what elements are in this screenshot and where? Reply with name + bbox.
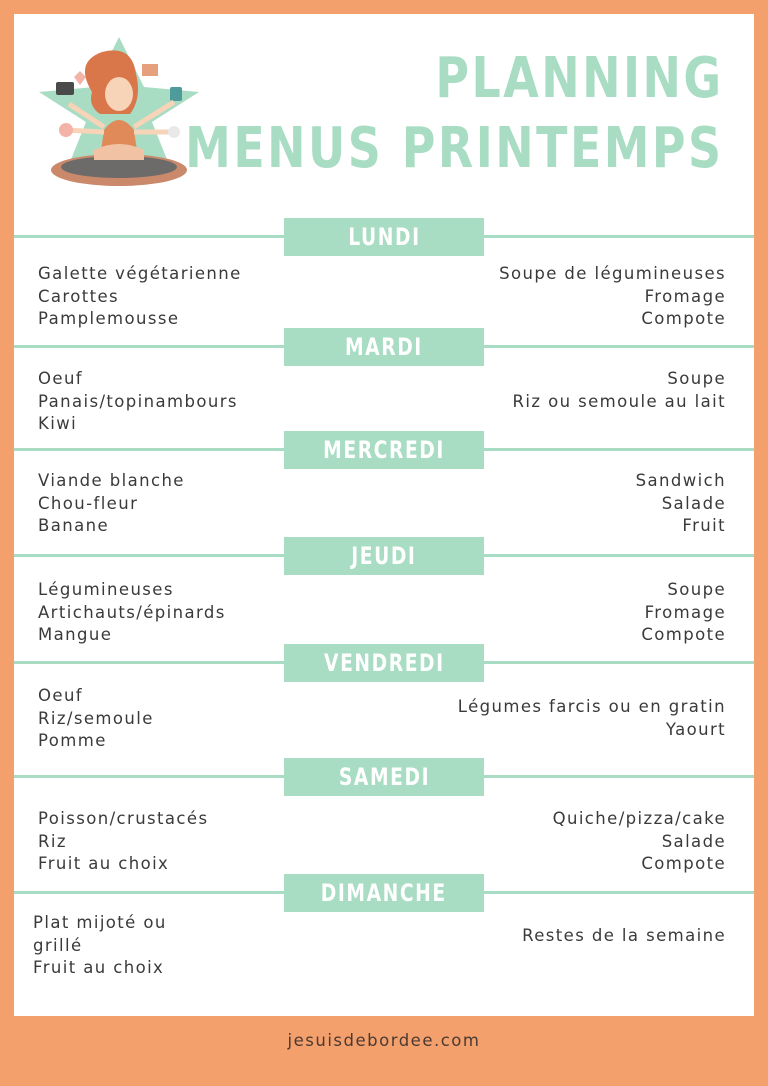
menu-item: Carottes (38, 286, 120, 306)
dimanche-left-menu (33, 912, 167, 980)
menu-item: grillé (33, 935, 83, 955)
samedi-left-menu (38, 808, 208, 876)
day-label-vendredi: VENDREDI (284, 644, 484, 682)
day-label-samedi: SAMEDI (284, 758, 484, 796)
title-line-2: MENUS PRINTEMPS (185, 116, 724, 181)
menu-item: Soupe (667, 369, 726, 388)
menu-item: Restes de la semaine (522, 926, 726, 945)
menu-item: Pomme (38, 731, 107, 750)
lundi-left-menu (38, 263, 242, 331)
menu-item: Galette végétarienne (38, 264, 242, 283)
menu-item: Plat mijoté ou (33, 913, 167, 932)
menu-item: Quiche/pizza/cake (552, 809, 726, 828)
title-line-1: PLANNING (435, 46, 724, 111)
menu-item: Chou-fleur (38, 493, 139, 513)
menu-item: Légumes farcis ou en gratin (457, 697, 726, 716)
menu-item: Légumineuses (38, 580, 174, 599)
jeudi-left-menu (38, 579, 226, 647)
menu-item: Soupe (667, 580, 726, 599)
menu-item: Soupe de légumineuses (499, 264, 726, 283)
day-label-mercredi: MERCREDI (284, 431, 484, 469)
mardi-left-menu (38, 368, 238, 436)
day-label-jeudi: JEUDI (284, 537, 484, 575)
vendredi-right-menu (458, 696, 726, 741)
menu-item: Poisson/crustacés (38, 809, 209, 828)
samedi-right-menu (553, 808, 726, 876)
menu-card (14, 14, 754, 1016)
day-label-mardi: MARDI (284, 328, 484, 366)
menu-item: Fruit (682, 516, 726, 535)
mardi-right-menu (513, 368, 726, 413)
jeudi-right-menu (641, 579, 726, 647)
menu-item: Fruit au choix (38, 854, 170, 873)
menu-item: Pamplemousse (38, 309, 180, 328)
menu-item: Sandwich (635, 471, 726, 490)
menu-item: Artichauts/épinards (38, 602, 226, 622)
menu-item: Panais/topinambours (38, 391, 238, 411)
day-label-lundi: LUNDI (284, 218, 484, 256)
menu-item: Salade (661, 493, 726, 513)
menu-item: Fromage (644, 286, 726, 306)
menu-item: Fromage (644, 602, 726, 622)
busy-woman-illustration-icon (34, 32, 204, 192)
menu-item: Yaourt (665, 719, 726, 739)
mercredi-left-menu (38, 470, 185, 538)
menu-item: Kiwi (38, 414, 78, 433)
menu-item: Viande blanche (38, 471, 185, 490)
menu-item: Compote (641, 309, 726, 328)
dimanche-right-menu (522, 925, 726, 948)
menu-item: Oeuf (38, 369, 84, 388)
menu-item: Banane (38, 516, 110, 535)
lundi-right-menu (499, 263, 726, 331)
menu-item: Riz/semoule (38, 708, 154, 728)
mercredi-right-menu (636, 470, 726, 538)
footer-website: jesuisdebordee.com (287, 1031, 481, 1050)
page-title (186, 44, 724, 184)
menu-item: Fruit au choix (33, 958, 165, 977)
menu-item: Riz ou semoule au lait (512, 391, 726, 411)
menu-item: Oeuf (38, 686, 84, 705)
menu-item: Riz (38, 831, 67, 851)
menu-item: Mangue (38, 625, 113, 644)
menu-item: Salade (661, 831, 726, 851)
menu-item: Compote (641, 625, 726, 644)
vendredi-left-menu (38, 685, 154, 753)
day-label-dimanche: DIMANCHE (284, 874, 484, 912)
menu-item: Compote (641, 854, 726, 873)
